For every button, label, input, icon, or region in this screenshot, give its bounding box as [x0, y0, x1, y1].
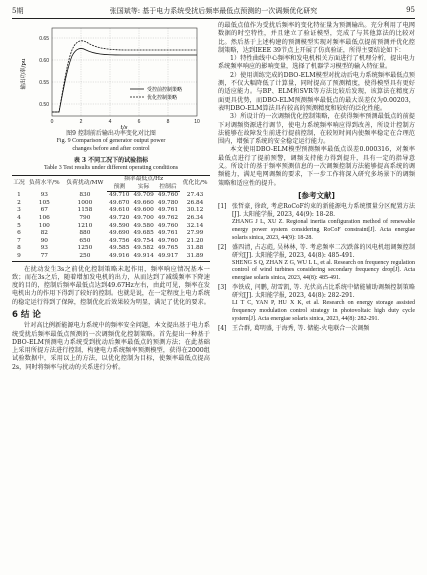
col-disturb: 负荷扰动/MW [63, 175, 107, 191]
reference-item [218, 284, 415, 324]
table-row [12, 230, 210, 238]
table-cell: 49.660 [133, 199, 154, 206]
x-axis-label: t/s [120, 125, 128, 130]
plot-frame [52, 28, 197, 116]
table-row [12, 207, 210, 215]
table-cell: 90 [40, 237, 48, 244]
table-row [12, 245, 210, 253]
col-control: 控制后 [156, 184, 180, 192]
page-number: 95 [406, 6, 415, 14]
table-cell: 105 [38, 199, 50, 206]
table-cell: 26.34 [186, 214, 204, 221]
table-cell: 49.780 [157, 199, 179, 206]
reference-item [218, 325, 415, 333]
left-paragraph-2: 针对高比例新能源电力系统中的频率安全问题，本文提出基于电力系统受扰后频率最低点预测的一次调频优化控制策略。首先提出一种基于DBO-ELM预测电力系统受到扰动后频率最低点的预测方法；在此基础上采用所提方法进行控制，构建电力系统频率预测模型，获得在2000组试验数据中，采用以上的方法，以优化控制为目标，使频率最低点提高2s，同时将频率与扰动的关系进行分析。 [12, 322, 210, 371]
table-cell: 49.720 [109, 214, 130, 221]
col-freq-group: 频率最低点/Hz [107, 175, 180, 183]
table-cell: 830 [79, 191, 91, 198]
table-cell: 49.580 [133, 222, 154, 229]
table-cell: 49.916 [107, 253, 131, 261]
table-cell: 5 [17, 222, 21, 229]
table-cell: 49.756 [109, 237, 130, 244]
table-cell: 880 [79, 230, 91, 237]
table-cell: 49.685 [133, 230, 154, 237]
reference-body [232, 203, 415, 243]
table-3 [12, 175, 210, 262]
table-cell: 9 [12, 253, 26, 261]
svg-text:6: 6 [137, 119, 141, 125]
col-improve: 优化比/% [180, 175, 210, 191]
table-cell: 27.43 [186, 191, 204, 198]
table-cell: 21.20 [186, 237, 204, 244]
reference-number: [1] [218, 203, 227, 211]
references-list [218, 203, 415, 333]
issue-number: 5期 [12, 7, 24, 15]
reference-number: [4] [218, 324, 227, 332]
table-cell: 4 [17, 214, 21, 221]
table-row [12, 200, 210, 208]
legend-before: 受控前控制策略 [147, 87, 183, 93]
right-paragraph-1: 的最低点值作为受扰后频率的变化特征量为预测输出。充分利用了电网数据的时空特性，并且建立了验证模型，完成了与其他算法的比较对比。然后基于上述构建的预测模型实现对频率最低点提前预测并优化控制策略，达到IEEE 39节点上开展了仿真验证，所得主要结论如下： [218, 22, 415, 54]
page-header [12, 6, 415, 18]
table-cell: 49.760 [157, 192, 179, 199]
svg-text:0.55: 0.55 [39, 80, 49, 86]
table-cell: 49.762 [157, 214, 179, 221]
left-column [12, 22, 210, 372]
table-cell: 1158 [77, 207, 93, 214]
table-cell: 49.610 [109, 207, 130, 214]
col-case: 工况 [12, 175, 26, 191]
table-cell: 7 [17, 237, 21, 244]
table-cell: 77 [26, 253, 63, 261]
reference-cn: 李铁成, 闫鹏, 胡雪凯, 等. 光伏高占比系统中储能辅助调频控制策略研究[J]. 太阳能学报, 2023, 44(8): 282-291. [232, 284, 415, 300]
table-cell: 31.88 [186, 245, 204, 252]
power-chart [12, 22, 210, 130]
table-cell: 49.700 [133, 214, 154, 221]
table-cell: 49.754 [133, 237, 154, 244]
section-heading-conclusion: 6 结 论 [12, 310, 41, 320]
table-row [12, 253, 210, 261]
col-load: 负荷水平/% [26, 175, 63, 191]
series-optimized-control [52, 41, 197, 112]
table-3-caption-cn: 表 3 不同工况下的试验指标 [73, 157, 149, 165]
table-row [12, 238, 210, 246]
series-before-control [52, 48, 197, 112]
table-cell: 49.765 [157, 245, 179, 252]
table-cell: 49.690 [109, 230, 130, 237]
reference-en: SHENG S Q, ZHAN Z G, WU L L, et al. Research on frequency regulation control of wind turbines considering secondary frequency drop[J]. Acta energiae solaris sinica, 2023, 44(8): 485-491. [232, 259, 415, 282]
svg-text:0.50: 0.50 [39, 102, 49, 108]
table-cell: 3 [17, 207, 21, 214]
header-rule [12, 18, 415, 19]
figure-9-caption-en-1: Fig. 9 Comparison of generator output power [56, 137, 166, 144]
table-row [12, 215, 210, 223]
table-row [12, 192, 210, 200]
table-cell: 106 [38, 214, 50, 221]
reference-item [218, 244, 415, 284]
svg-text:0.65: 0.65 [39, 36, 49, 42]
table-cell: 1250 [77, 245, 93, 252]
table-cell: 250 [63, 253, 107, 261]
table-cell: 93 [40, 245, 48, 252]
figure-9-caption-cn: 图9 控制前后输出功率变化对比图 [66, 130, 156, 137]
table-cell: 30.12 [186, 207, 204, 214]
reference-body [232, 284, 415, 324]
reference-number: [3] [218, 284, 227, 292]
conclusion-item-2: 2）使用训练完成的DBO-ELM模型对扰动后电力系统频率最低点预测，不仅大幅降低了计算量，同时提高了预测精度，使得模型具有更好的适应能力。与BP、ELM和SVR等方法比较后发现，该算法在精度方面更具优势，而DBO-ELM预测频率最低点的最大误差仅为0.00203，表明DBO-ELM算法具有较高的预测精度和较好的泛化性能。 [218, 71, 415, 112]
table-cell: 26.84 [186, 199, 204, 206]
table-cell: 49.582 [133, 245, 154, 252]
right-paragraph-2: 本文使用DBO-ELM模型预测频率最低点误差0.000316，对频率最低点进行了提前预警，调频支持能力得到提升，具有一定的指导意义。所设计的基于频率预测信息的一次调频控制方法能够提高系统的调频能力，满足电网调频的要求，下一步工作将深入研究多场景下的调频策略和适应性的提升。 [218, 146, 415, 187]
col-actual: 实际 [131, 184, 155, 192]
table-cell: 93 [40, 191, 48, 198]
running-title: 张国斌等: 基于电力系统受扰后频率最低点预测的一次调频优化研究 [109, 7, 318, 15]
conclusion-item-3: 3）所设计的一次调频优化控制策略，在获得频率预测最低点的前提下对调频资源进行调节，使电力系统频率响应得到改善，所设计控制方法能够在故障发生前进行提前控制，在较短时间内使频率稳定在合理范围内，增强了系统的安全稳定运行能力。 [218, 113, 415, 146]
svg-text:2: 2 [79, 119, 83, 125]
legend-optimized: 优化控制策略 [147, 95, 178, 101]
table-3-body [12, 192, 210, 261]
table-cell: 49.709 [133, 192, 154, 199]
table-cell: 2 [17, 199, 21, 206]
conclusion-item-1: 1）特性曲线中心频率和发电机相关方面进行了机理分析，提出电力系统频率响应的影响变量，选择了机器学习模型的输入特征量。 [218, 55, 415, 71]
table-cell: 8 [17, 245, 21, 252]
table-cell: 790 [79, 214, 91, 221]
table-cell: 49.917 [156, 253, 180, 261]
table-cell: 49.914 [131, 253, 155, 261]
svg-text:8: 8 [166, 119, 170, 125]
reference-body [232, 325, 415, 333]
reference-body [232, 244, 415, 284]
table-cell: 49.670 [109, 199, 130, 206]
svg-text:0.60: 0.60 [39, 58, 49, 64]
svg-text:4: 4 [108, 119, 112, 125]
table-cell: 49.760 [157, 222, 179, 229]
figure-9 [12, 22, 210, 130]
table-cell: 49.590 [109, 222, 130, 229]
left-paragraph-1: 在扰动发生3s之前优化控制策略未起作用，频率响应情况基本一致；而在3s之后，随着增加发电机的出力，从而达到了减缓频率下降速度的目的，控制后频率最低点达到49.67Hz左右，由此可见，频率在发电机出力的作用下得到了较好的控制。也就是说，在一定程度上电力系统的稳定运行得到了保障，控制优化后效果较为明显，满足了优化的要求。 [12, 265, 210, 306]
table-cell: 49.761 [157, 207, 179, 214]
table-3-caption-en: Table 3 Test results under different operating conditions [43, 165, 179, 172]
table-cell: 6 [17, 230, 21, 237]
table-cell: 27.99 [186, 230, 204, 237]
reference-en: ZHANG J L, XU Z. Regional inertia configuration method of renewable energy power system considering RoCoF constraint[J]. Acta energiae solaris sinica, 2023, 44(9): 18-28. [232, 219, 415, 241]
table-cell: 49.600 [133, 207, 154, 214]
table-cell: 49.710 [109, 192, 130, 199]
table-cell: 32.14 [186, 222, 204, 229]
table-cell: 49.761 [157, 230, 179, 237]
table-cell: 1000 [77, 199, 93, 206]
table-cell: 67 [40, 207, 48, 214]
table-cell: 1 [17, 191, 21, 198]
y-axis-label: 输出功率/pu [21, 58, 27, 90]
reference-number: [2] [218, 243, 227, 251]
table-cell: 650 [79, 237, 91, 244]
reference-en: LI T C, YAN P, HU X K, et al. Research on energy storage assisted frequency modulation control strategy in photovoltaic high duty cycle system[J]. Acta energiae solaris sinica, 2023, 44(8): 282-291. [232, 300, 415, 322]
col-pred: 预测 [107, 184, 131, 192]
table-cell: 49.760 [157, 237, 179, 244]
references-heading: [参考文献] [298, 190, 335, 200]
reference-item [218, 203, 415, 243]
table-cell: 1210 [77, 222, 93, 229]
table-cell: 31.89 [180, 253, 210, 261]
table-cell: 82 [40, 230, 48, 237]
svg-text:0: 0 [50, 119, 54, 125]
reference-cn: 王合群, 葛明盛, 于海秀, 等. 储能-火电联合一次调频 [232, 324, 370, 332]
reference-cn: 盛四清, 占志彪, 吴林林, 等. 考虑频率二次跌落的风电机组调频控制研究[J]. 太阳能学报, 2023, 44(8): 485-491. [232, 243, 415, 259]
figure-9-caption-en-2: changes before and after control [72, 145, 150, 152]
reference-cn: 张哲豪, 徐政, 考虑RoCoF约束的新能源电力系统惯量分区配置方法[J]. 太阳能学报, 2023, 44(9): 18-28. [232, 203, 415, 219]
table-cell: 49.585 [109, 245, 130, 252]
table-row [12, 223, 210, 231]
table-cell: 100 [38, 222, 50, 229]
svg-text:10: 10 [194, 119, 200, 125]
right-column [218, 22, 415, 334]
